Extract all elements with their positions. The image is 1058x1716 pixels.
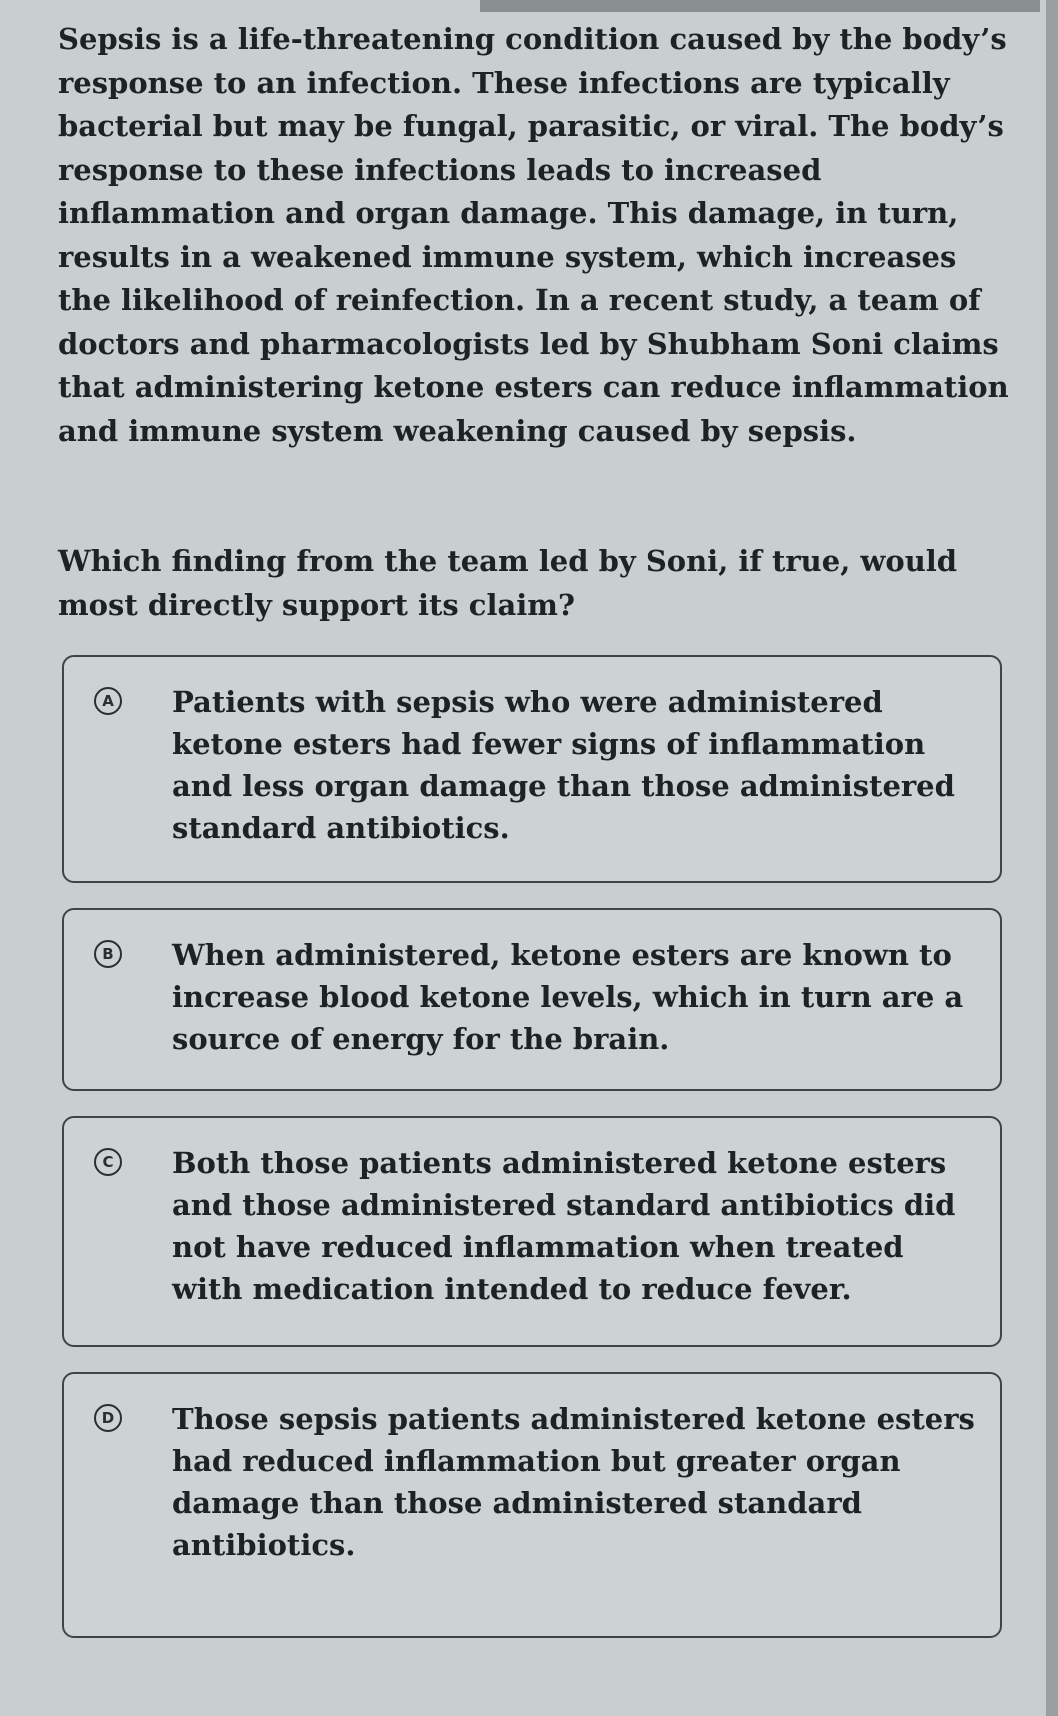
option-letter-d: D [94, 1404, 122, 1432]
option-letter-c: C [94, 1148, 122, 1176]
option-text-a: Patients with sepsis who were administered ketone esters had fewer signs of inflammation and less organ damage than those administered standard antibiotics. [172, 685, 955, 845]
option-text-b: When administered, ketone esters are known to increase blood ketone levels, which in turn are a source of energy for the brain. [172, 938, 964, 1056]
scrollbar[interactable] [1046, 0, 1058, 1716]
answer-option-a[interactable] [62, 655, 1002, 883]
option-letter-a: A [94, 687, 122, 715]
answer-option-c[interactable] [62, 1116, 1002, 1347]
option-text-c: Both those patients administered ketone esters and those administered standard antibiotics did not have reduced inflammation when treated with medication intended to reduce fever. [172, 1146, 956, 1306]
option-text-d: Those sepsis patients administered ketone esters had reduced inflammation but greater organ damage than those administered standard antibiotics. [172, 1402, 975, 1562]
top-edge-bar [480, 0, 1040, 12]
question-text: Which finding from the team led by Soni, if true, would most directly support its claim? [58, 544, 958, 622]
option-letter-b: B [94, 940, 122, 968]
answer-option-d[interactable] [62, 1372, 1002, 1638]
passage-text: Sepsis is a life-threatening condition caused by the body’s response to an infection. These infections are typically bacterial but may be fungal, parasitic, or viral. The body’s response to these infections leads to increased inflammation and organ damage. This damage, in turn, results in a weakened immune system, which increases the likelihood of reinfection. In a recent study, a team of doctors and pharmacologists led by Shubham Soni claims that administering ketone esters can reduce inflammation and immune system weakening caused by sepsis. [58, 22, 1009, 448]
answer-option-b[interactable] [62, 908, 1002, 1091]
